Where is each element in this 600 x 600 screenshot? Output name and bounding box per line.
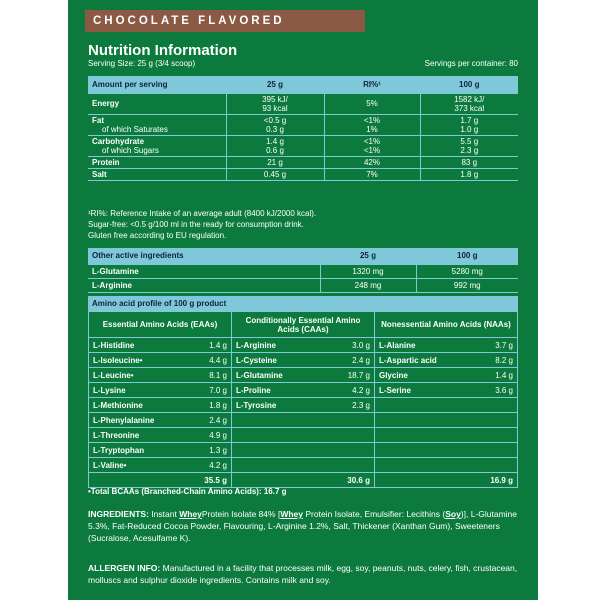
amino-acid-value: 2.4 g bbox=[183, 413, 232, 428]
nutrient-name: Protein bbox=[88, 156, 226, 168]
amino-acid-name: L-Glutamine bbox=[231, 368, 325, 383]
header-ri: RI%¹ bbox=[324, 76, 420, 93]
amino-rows bbox=[89, 338, 518, 473]
amino-row bbox=[89, 458, 518, 473]
ingredient-25g: 1320 mg bbox=[320, 264, 416, 278]
nutrient-100g: 5.5 g bbox=[460, 136, 479, 146]
ingredient-100g: 5280 mg bbox=[416, 264, 518, 278]
amino-acid-value bbox=[469, 458, 518, 473]
amino-acid-value: 1.3 g bbox=[183, 443, 232, 458]
nutrient-25g-sub: 0.6 g bbox=[266, 145, 284, 155]
amino-acid-name bbox=[231, 413, 325, 428]
amino-acid-value bbox=[326, 413, 375, 428]
amino-totals-row bbox=[89, 473, 518, 488]
amino-row bbox=[89, 428, 518, 443]
ingredient-name: L-Arginine bbox=[88, 278, 320, 292]
naa-header: Nonessential Amino Acids (NAAs) bbox=[374, 312, 517, 338]
nutrient-100g-sub: 1.0 g bbox=[460, 124, 479, 134]
amino-acid-name: L-Histidine bbox=[89, 338, 183, 353]
nutrition-table bbox=[88, 76, 518, 181]
ingredients-text: INGREDIENTS: Instant WheyProtein Isolate 84% [Whey Protein Isolate, Emulsifier: Lecithins (Soy)], L-Glutamine 5.3%, Fat-Reduced Cocoa Powder, Flavouring, L-Arginine 1.2%, Salt, Thickener (Xanthan Gum), Sweeteners (Sucralose, Acesulfame K). bbox=[88, 509, 518, 543]
amino-row bbox=[89, 443, 518, 458]
allergen-text: ALLERGEN INFO: Manufactured in a facility that processes milk, egg, soy, peanuts, nuts, celery, fish, crustacean, molluscs and sulphur dioxide ingredients. Contains milk and soy. bbox=[88, 563, 518, 585]
serving-info bbox=[88, 59, 518, 68]
amino-acid-value bbox=[469, 413, 518, 428]
allergen-soy: Soy bbox=[445, 509, 461, 519]
nutrient-ri: <1% bbox=[363, 136, 381, 146]
amino-acid-value bbox=[469, 398, 518, 413]
nutrient-subname: of which Saturates bbox=[102, 124, 168, 134]
nutrient-name: Carbohydrate bbox=[92, 136, 145, 146]
amino-acid-name: L-Isoleucine• bbox=[89, 353, 183, 368]
serving-size: Serving Size: 25 g (3/4 scoop) bbox=[88, 59, 196, 68]
amino-acid-value: 3.6 g bbox=[469, 383, 518, 398]
amino-acid-name: L-Threonine bbox=[89, 428, 183, 443]
nutrient-ri: 42% bbox=[324, 156, 420, 168]
amino-acid-value: 2.4 g bbox=[326, 353, 375, 368]
amino-acid-name bbox=[374, 428, 468, 443]
nutrient-100g: 83 g bbox=[420, 156, 518, 168]
nutrient-ri: 7% bbox=[324, 168, 420, 180]
other-row bbox=[88, 278, 518, 292]
flavor-banner: CHOCOLATE FLAVORED bbox=[85, 10, 365, 32]
bcaa-note: •Total BCAAs (Branched-Chain Amino Acids): 16.7 g bbox=[88, 487, 287, 496]
nutrient-ri-sub: <1% bbox=[363, 145, 381, 155]
amino-acid-name: L-Cysteine bbox=[231, 353, 325, 368]
amino-acid-value: 4.2 g bbox=[326, 383, 375, 398]
amino-acid-name: L-Arginine bbox=[231, 338, 325, 353]
amino-row bbox=[89, 413, 518, 428]
amino-acid-value bbox=[469, 443, 518, 458]
amino-acid-value: 4.9 g bbox=[183, 428, 232, 443]
ingredient-name: L-Glutamine bbox=[88, 264, 320, 278]
amino-acid-name: L-Phenylalanine bbox=[89, 413, 183, 428]
amino-acid-name: L-Proline bbox=[231, 383, 325, 398]
caa-header: Conditionally Essential Amino Acids (CAAs) bbox=[231, 312, 374, 338]
amino-acid-name: L-Serine bbox=[374, 383, 468, 398]
nutrient-25g: 21 g bbox=[226, 156, 324, 168]
amino-acid-name bbox=[374, 413, 468, 428]
nutrition-title: Nutrition Information bbox=[88, 42, 238, 59]
header-25g: 25 g bbox=[320, 248, 416, 264]
footnote: Gluten free according to EU regulation. bbox=[88, 231, 227, 240]
amino-acid-name: L-Methionine bbox=[89, 398, 183, 413]
ingredient-100g: 992 mg bbox=[416, 278, 518, 292]
servings-per-container: Servings per container: 80 bbox=[424, 59, 518, 68]
footnote: ¹RI%: Reference Intake of an average adult (8400 kJ/2000 kcal). bbox=[88, 209, 317, 218]
amino-acid-name: L-Leucine• bbox=[89, 368, 183, 383]
amino-acid-name: L-Tryptophan bbox=[89, 443, 183, 458]
amino-row bbox=[89, 383, 518, 398]
header-100g: 100 g bbox=[416, 248, 518, 264]
amino-acid-name bbox=[231, 458, 325, 473]
nutrition-row-energy bbox=[88, 93, 518, 114]
nutrition-header-row bbox=[88, 76, 518, 93]
amino-acid-name bbox=[231, 443, 325, 458]
header-amount: Amount per serving bbox=[88, 76, 226, 93]
header-other: Other active ingredients bbox=[88, 248, 320, 264]
amino-acid-value: 7.0 g bbox=[183, 383, 232, 398]
nutrient-name: Fat bbox=[92, 115, 104, 125]
nutrient-subname: of which Sugars bbox=[102, 145, 159, 155]
footnotes bbox=[88, 208, 518, 241]
amino-acid-value: 4.4 g bbox=[183, 353, 232, 368]
amino-acid-name: L-Alanine bbox=[374, 338, 468, 353]
other-row bbox=[88, 264, 518, 278]
allergen-whey: Whey bbox=[179, 509, 202, 519]
amino-row bbox=[89, 368, 518, 383]
allergen-whey: Whey bbox=[280, 509, 303, 519]
amino-header-row bbox=[89, 312, 518, 338]
nutrition-row-fat bbox=[88, 114, 518, 135]
eaa-total: 35.5 g bbox=[89, 473, 232, 488]
nutrient-100g-sub: 2.3 g bbox=[460, 145, 479, 155]
amino-acid-name bbox=[374, 443, 468, 458]
nutrient-100g: 1.8 g bbox=[420, 168, 518, 180]
amino-acid-name: L-Lysine bbox=[89, 383, 183, 398]
amino-acid-value bbox=[326, 458, 375, 473]
nutrient-ri: 5% bbox=[324, 93, 420, 114]
amino-acid-name bbox=[374, 458, 468, 473]
amino-row bbox=[89, 398, 518, 413]
ingredient-25g: 248 mg bbox=[320, 278, 416, 292]
nutrient-25g: 395 kJ/ 93 kcal bbox=[226, 93, 324, 114]
nutrition-row-salt bbox=[88, 168, 518, 180]
amino-acid-value: 8.2 g bbox=[469, 353, 518, 368]
nutrient-25g: 0.45 g bbox=[226, 168, 324, 180]
amino-acid-value bbox=[326, 443, 375, 458]
amino-acid-name: L-Tyrosine bbox=[231, 398, 325, 413]
amino-acid-value: 4.2 g bbox=[183, 458, 232, 473]
ingredients-label: INGREDIENTS: bbox=[88, 509, 149, 519]
allergen-label: ALLERGEN INFO: bbox=[88, 563, 161, 573]
amino-acid-table bbox=[88, 311, 518, 488]
amino-acid-name: L-Aspartic acid bbox=[374, 353, 468, 368]
nutrient-25g-sub: 0.3 g bbox=[266, 124, 284, 134]
amino-acid-value: 18.7 g bbox=[326, 368, 375, 383]
naa-total: 16.9 g bbox=[374, 473, 517, 488]
nutrient-100g: 1.7 g bbox=[460, 115, 479, 125]
amino-row bbox=[89, 353, 518, 368]
nutrient-ri: <1% bbox=[363, 115, 381, 125]
label-panel bbox=[68, 0, 538, 600]
amino-row bbox=[89, 338, 518, 353]
amino-acid-value: 2.3 g bbox=[326, 398, 375, 413]
eaa-header: Essential Amino Acids (EAAs) bbox=[89, 312, 232, 338]
footnote: Sugar-free: <0.5 g/100 ml in the ready for consumption drink. bbox=[88, 220, 304, 229]
amino-acid-value: 3.0 g bbox=[326, 338, 375, 353]
amino-acid-value bbox=[326, 428, 375, 443]
amino-acid-name bbox=[374, 398, 468, 413]
nutrient-25g: <0.5 g bbox=[263, 115, 287, 125]
nutrient-100g: 1582 kJ/ 373 kcal bbox=[420, 93, 518, 114]
amino-acid-name: Glycine bbox=[374, 368, 468, 383]
amino-profile-title: Amino acid profile of 100 g product bbox=[88, 296, 518, 311]
amino-acid-value: 1.4 g bbox=[469, 368, 518, 383]
nutrition-row-carbohydrate bbox=[88, 135, 518, 156]
header-25g: 25 g bbox=[226, 76, 324, 93]
amino-acid-value: 3.7 g bbox=[469, 338, 518, 353]
nutrition-row-protein bbox=[88, 156, 518, 168]
header-100g: 100 g bbox=[420, 76, 518, 93]
amino-acid-value: 8.1 g bbox=[183, 368, 232, 383]
amino-acid-value bbox=[469, 428, 518, 443]
nutrient-25g: 1.4 g bbox=[266, 136, 284, 146]
caa-total: 30.6 g bbox=[231, 473, 374, 488]
amino-acid-value: 1.8 g bbox=[183, 398, 232, 413]
amino-acid-name: L-Valine• bbox=[89, 458, 183, 473]
amino-acid-name bbox=[231, 428, 325, 443]
other-header-row bbox=[88, 248, 518, 264]
amino-acid-value: 1.4 g bbox=[183, 338, 232, 353]
nutrient-name: Energy bbox=[88, 93, 226, 114]
nutrient-name: Salt bbox=[88, 168, 226, 180]
nutrient-ri-sub: 1% bbox=[366, 124, 378, 134]
other-ingredients-table bbox=[88, 248, 518, 293]
